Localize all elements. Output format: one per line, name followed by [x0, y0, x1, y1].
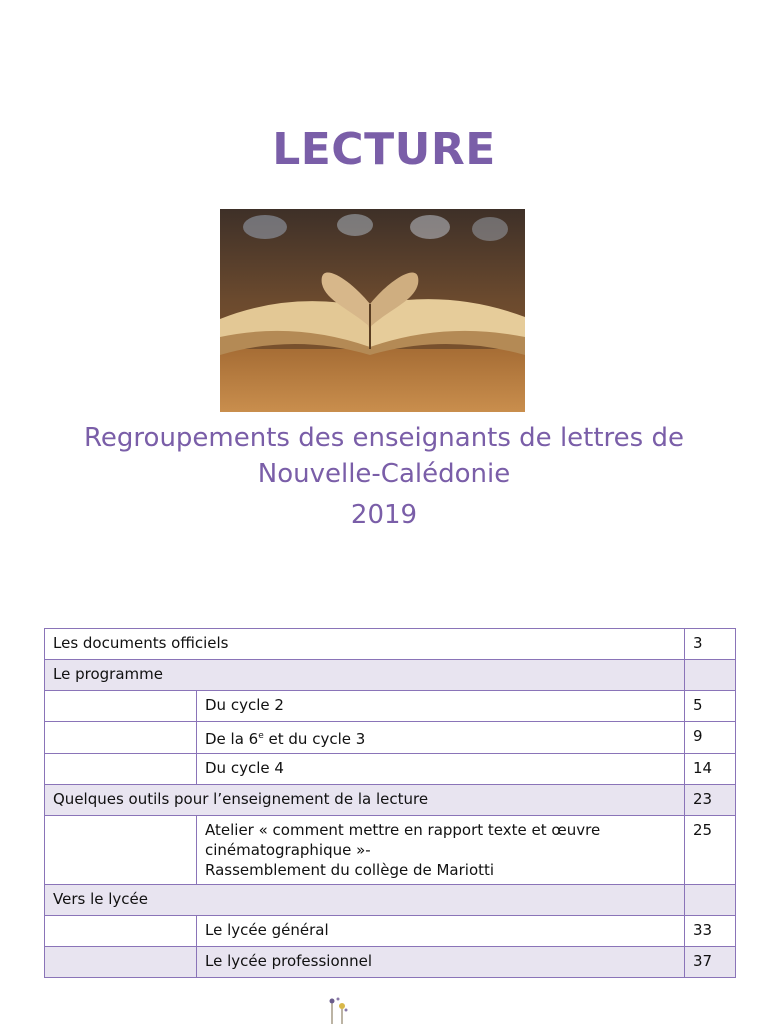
toc-label: Du cycle 2	[197, 691, 685, 722]
toc-row-documents-officiels	[45, 629, 736, 660]
toc-indent-cell	[45, 947, 197, 978]
toc-label: Du cycle 4	[197, 754, 685, 785]
toc-page: 23	[685, 785, 736, 816]
document-title: LECTURE	[272, 124, 496, 175]
toc-page: 37	[685, 947, 736, 978]
subtitle	[0, 420, 768, 492]
toc-row-lycee-general	[45, 916, 736, 947]
flower-logo-icon	[318, 996, 358, 1024]
toc-label: Les documents officiels	[45, 629, 685, 660]
toc-row-lycee-pro	[45, 947, 736, 978]
toc-row-cycle-3	[45, 722, 736, 754]
toc-label-superscript: e	[258, 731, 264, 741]
toc-page: 14	[685, 754, 736, 785]
toc-page: 5	[685, 691, 736, 722]
subtitle-line-2: Nouvelle-Calédonie	[257, 459, 511, 489]
toc-row-atelier	[45, 816, 736, 885]
toc-label-line: Atelier « comment mettre en rapport texte et œuvre	[205, 821, 601, 839]
toc-label-line: Rassemblement du collège de Mariotti	[205, 861, 495, 879]
toc-row-programme	[45, 660, 736, 691]
toc-label	[197, 816, 685, 885]
year: 2019	[350, 500, 418, 530]
toc-indent-cell	[45, 916, 197, 947]
table-of-contents	[44, 628, 736, 978]
book-heart-photo	[220, 209, 525, 412]
toc-indent-cell	[45, 691, 197, 722]
toc-page: 3	[685, 629, 736, 660]
toc-row-cycle-4	[45, 754, 736, 785]
toc-label: Le programme	[45, 660, 685, 691]
toc-label	[197, 722, 685, 754]
toc-page: 9	[685, 722, 736, 754]
toc-indent-cell	[45, 754, 197, 785]
toc-label: Vers le lycée	[45, 885, 685, 916]
subtitle-line-1: Regroupements des enseignants de lettres de	[84, 423, 684, 453]
toc-label-part: De la 6	[205, 730, 259, 748]
toc-row-cycle-2	[45, 691, 736, 722]
toc-label-part: et du cycle 3	[263, 730, 366, 748]
toc-page: 33	[685, 916, 736, 947]
toc-label: Quelques outils pour l’enseignement de la lecture	[45, 785, 685, 816]
toc-row-outils	[45, 785, 736, 816]
toc-label: Le lycée professionnel	[197, 947, 685, 978]
toc-page	[685, 885, 736, 916]
toc-row-lycee	[45, 885, 736, 916]
toc-label: Le lycée général	[197, 916, 685, 947]
toc-indent-cell	[45, 722, 197, 754]
toc-label-line: cinématographique »-	[205, 841, 371, 859]
toc-indent-cell	[45, 816, 197, 885]
toc-page: 25	[685, 816, 736, 885]
toc-page	[685, 660, 736, 691]
